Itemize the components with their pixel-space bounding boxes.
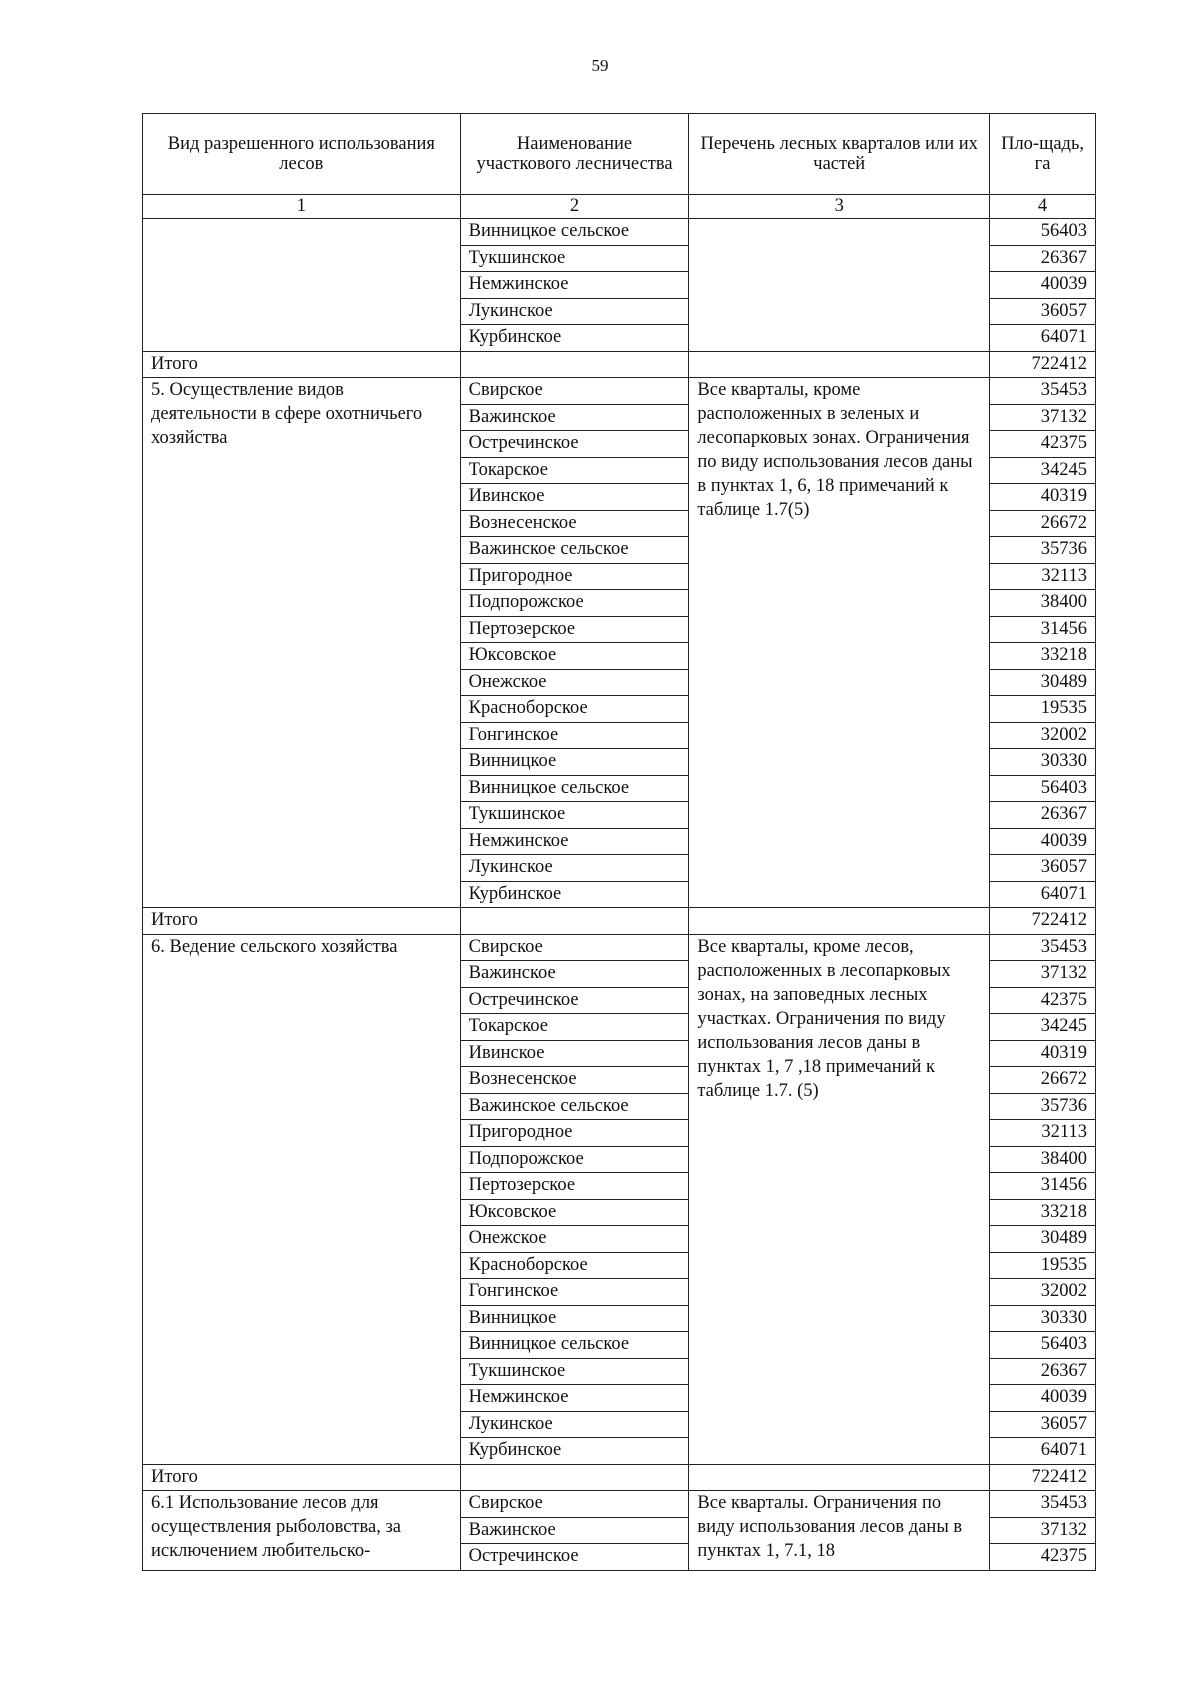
total-label: Итого [143, 351, 461, 378]
empty-cell [689, 1464, 990, 1491]
area-cell: 40039 [990, 272, 1096, 299]
forest-usage-table [142, 113, 1096, 1571]
forestry-name-cell: Тукшинское [460, 802, 689, 829]
area-cell: 37132 [990, 961, 1096, 988]
area-cell: 32113 [990, 1120, 1096, 1147]
forestry-name-cell: Тукшинское [460, 1358, 689, 1385]
column-number: 3 [689, 195, 990, 219]
total-area: 722412 [990, 908, 1096, 935]
table-row [143, 934, 1096, 961]
forestry-name-cell: Свирское [460, 378, 689, 405]
header-quarters-list: Перечень лесных кварталов или их частей [689, 114, 990, 195]
total-row [143, 908, 1096, 935]
area-cell: 36057 [990, 855, 1096, 882]
usage-type-cell: 6.1 Использование лесов для осуществления рыболовства, за исключением любительско- [143, 1491, 461, 1571]
area-cell: 42375 [990, 987, 1096, 1014]
forestry-name-cell: Курбинское [460, 881, 689, 908]
area-cell: 33218 [990, 643, 1096, 670]
forestry-name-cell: Курбинское [460, 1438, 689, 1465]
column-number: 1 [143, 195, 461, 219]
forestry-name-cell: Важинское [460, 1517, 689, 1544]
forestry-name-cell: Немжинское [460, 828, 689, 855]
forestry-name-cell: Подпорожское [460, 1146, 689, 1173]
forestry-name-cell: Пригородное [460, 1120, 689, 1147]
forestry-name-cell: Важинское сельское [460, 1093, 689, 1120]
quarters-list-cell: Все кварталы, кроме расположенных в зеленых и лесопарковых зонах. Ограничения по виду использования лесов даны в пунктах 1, 6, 18 примечаний к таблице 1.7(5) [689, 378, 990, 908]
page-number: 59 [591, 56, 609, 75]
area-cell: 35453 [990, 934, 1096, 961]
forestry-name-cell: Остречинское [460, 1544, 689, 1571]
area-cell: 30330 [990, 1305, 1096, 1332]
area-cell: 32113 [990, 563, 1096, 590]
forestry-name-cell: Лукинское [460, 855, 689, 882]
forestry-name-cell: Токарское [460, 457, 689, 484]
area-cell: 40319 [990, 484, 1096, 511]
area-cell: 26367 [990, 1358, 1096, 1385]
empty-cell [460, 351, 689, 378]
header-row [143, 114, 1096, 195]
table-row [143, 378, 1096, 405]
forestry-name-cell: Винницкое [460, 749, 689, 776]
forestry-name-cell: Свирское [460, 1491, 689, 1518]
forestry-name-cell: Ивинское [460, 1040, 689, 1067]
total-row [143, 1464, 1096, 1491]
area-cell: 32002 [990, 1279, 1096, 1306]
total-row [143, 351, 1096, 378]
forestry-name-cell: Пригородное [460, 563, 689, 590]
forestry-name-cell: Винницкое [460, 1305, 689, 1332]
forestry-name-cell: Свирское [460, 934, 689, 961]
header-usage-type: Вид разрешенного использования лесов [143, 114, 461, 195]
forestry-name-cell: Тукшинское [460, 245, 689, 272]
area-cell: 26367 [990, 245, 1096, 272]
area-cell: 30330 [990, 749, 1096, 776]
forestry-name-cell: Подпорожское [460, 590, 689, 617]
empty-cell [460, 1464, 689, 1491]
area-cell: 35736 [990, 1093, 1096, 1120]
forestry-name-cell: Красноборское [460, 696, 689, 723]
forestry-name-cell: Вознесенское [460, 510, 689, 537]
column-number-row [143, 195, 1096, 219]
header-forestry-name: Наименование участкового лесничества [460, 114, 689, 195]
forestry-name-cell: Важинское [460, 404, 689, 431]
forestry-name-cell: Гонгинское [460, 1279, 689, 1306]
area-cell: 34245 [990, 1014, 1096, 1041]
table-row [143, 1491, 1096, 1518]
usage-type-cell: 6. Ведение сельского хозяйства [143, 934, 461, 1464]
table-body [143, 219, 1096, 1571]
area-cell: 36057 [990, 298, 1096, 325]
area-cell: 56403 [990, 1332, 1096, 1359]
area-cell: 64071 [990, 1438, 1096, 1465]
forestry-name-cell: Лукинское [460, 298, 689, 325]
area-cell: 35736 [990, 537, 1096, 564]
forestry-name-cell: Онежское [460, 669, 689, 696]
quarters-list-cell: Все кварталы. Ограничения по виду использования лесов даны в пунктах 1, 7.1, 18 [689, 1491, 990, 1571]
forestry-name-cell: Винницкое сельское [460, 219, 689, 246]
area-cell: 26672 [990, 1067, 1096, 1094]
forestry-name-cell: Ивинское [460, 484, 689, 511]
total-label: Итого [143, 1464, 461, 1491]
empty-cell [460, 908, 689, 935]
forestry-name-cell: Красноборское [460, 1252, 689, 1279]
area-cell: 56403 [990, 775, 1096, 802]
forestry-name-cell: Юксовское [460, 643, 689, 670]
total-label: Итого [143, 908, 461, 935]
area-cell: 36057 [990, 1411, 1096, 1438]
area-cell: 30489 [990, 669, 1096, 696]
table-row [143, 219, 1096, 246]
area-cell: 33218 [990, 1199, 1096, 1226]
area-cell: 40039 [990, 1385, 1096, 1412]
area-cell: 35453 [990, 1491, 1096, 1518]
forestry-name-cell: Немжинское [460, 1385, 689, 1412]
forestry-name-cell: Онежское [460, 1226, 689, 1253]
forestry-name-cell: Остречинское [460, 431, 689, 458]
area-cell: 42375 [990, 431, 1096, 458]
header-area: Пло-щадь, га [990, 114, 1096, 195]
quarters-list-cell [689, 219, 990, 352]
area-cell: 38400 [990, 590, 1096, 617]
area-cell: 34245 [990, 457, 1096, 484]
column-number: 2 [460, 195, 689, 219]
area-cell: 37132 [990, 1517, 1096, 1544]
area-cell: 26367 [990, 802, 1096, 829]
area-cell: 26672 [990, 510, 1096, 537]
area-cell: 30489 [990, 1226, 1096, 1253]
forestry-name-cell: Остречинское [460, 987, 689, 1014]
area-cell: 38400 [990, 1146, 1096, 1173]
column-number: 4 [990, 195, 1096, 219]
empty-cell [689, 908, 990, 935]
area-cell: 31456 [990, 1173, 1096, 1200]
area-cell: 37132 [990, 404, 1096, 431]
forestry-name-cell: Винницкое сельское [460, 1332, 689, 1359]
forestry-name-cell: Лукинское [460, 1411, 689, 1438]
area-cell: 64071 [990, 325, 1096, 352]
usage-type-cell: 5. Осуществление видов деятельности в сфере охотничьего хозяйства [143, 378, 461, 908]
forestry-name-cell: Юксовское [460, 1199, 689, 1226]
usage-type-cell [143, 219, 461, 352]
area-cell: 35453 [990, 378, 1096, 405]
area-cell: 42375 [990, 1544, 1096, 1571]
forestry-name-cell: Важинское сельское [460, 537, 689, 564]
total-area: 722412 [990, 351, 1096, 378]
forestry-name-cell: Важинское [460, 961, 689, 988]
area-cell: 64071 [990, 881, 1096, 908]
forestry-name-cell: Винницкое сельское [460, 775, 689, 802]
empty-cell [689, 351, 990, 378]
area-cell: 40319 [990, 1040, 1096, 1067]
forestry-name-cell: Вознесенское [460, 1067, 689, 1094]
area-cell: 56403 [990, 219, 1096, 246]
area-cell: 31456 [990, 616, 1096, 643]
forestry-name-cell: Курбинское [460, 325, 689, 352]
forestry-name-cell: Немжинское [460, 272, 689, 299]
forestry-name-cell: Пертозерское [460, 1173, 689, 1200]
quarters-list-cell: Все кварталы, кроме лесов, расположенных в лесопарковых зонах, на заповедных лесных участках. Ограничения по виду использования лесов даны в пунктах 1, 7 ,18 примечаний к таблице 1.7. (5) [689, 934, 990, 1464]
area-cell: 19535 [990, 1252, 1096, 1279]
forestry-name-cell: Пертозерское [460, 616, 689, 643]
area-cell: 19535 [990, 696, 1096, 723]
total-area: 722412 [990, 1464, 1096, 1491]
area-cell: 32002 [990, 722, 1096, 749]
area-cell: 40039 [990, 828, 1096, 855]
forestry-name-cell: Гонгинское [460, 722, 689, 749]
forestry-name-cell: Токарское [460, 1014, 689, 1041]
